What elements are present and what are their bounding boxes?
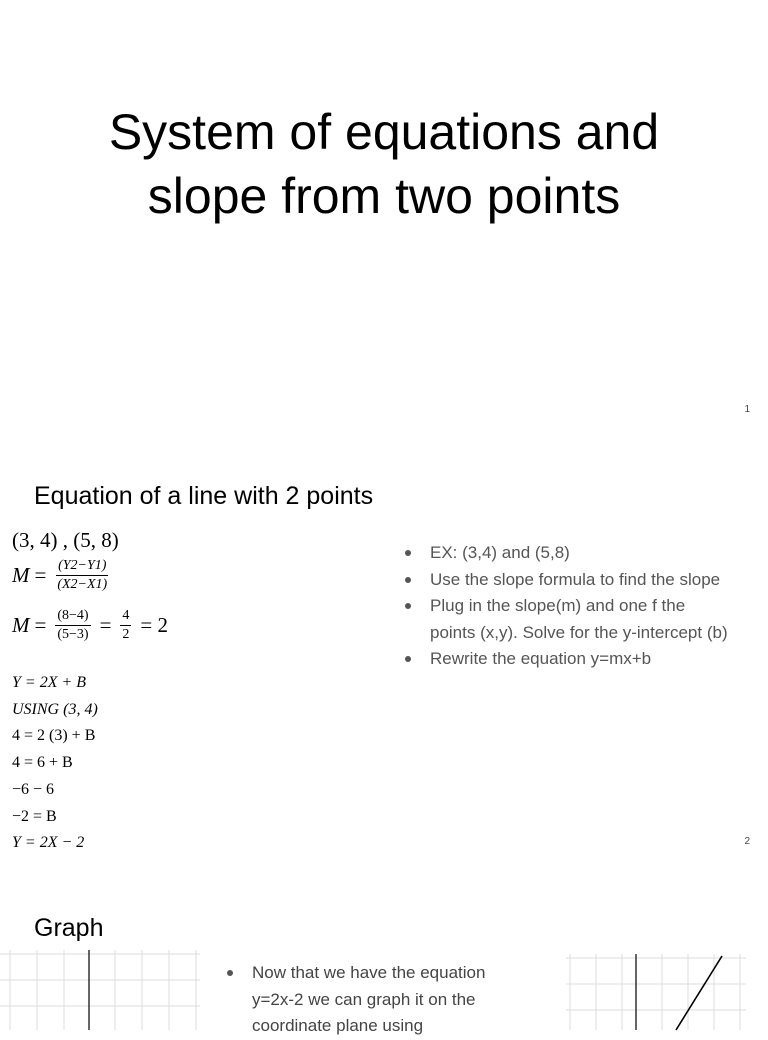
bullet-item: EX: (3,4) and (5,8) <box>402 540 732 567</box>
step-line: −6 − 6 <box>12 780 55 798</box>
step-line: −2 = B <box>12 807 57 825</box>
page-number: 1 <box>744 404 750 415</box>
step-line: Y = 2X + B <box>12 674 87 691</box>
fraction-numerator: 4 <box>120 608 131 626</box>
m-label: M <box>12 563 30 587</box>
slide-1 <box>0 0 768 432</box>
step-line: USING (3, 4) <box>12 700 98 718</box>
fraction-numerator: (Y2−Y1) <box>56 558 108 576</box>
graph-line <box>676 956 722 1030</box>
fraction-denominator: (X2−X1) <box>57 577 108 592</box>
bullet-item: Plug in the slope(m) and one f the points (x,y). Solve for the y-intercept (b) <box>402 593 732 646</box>
slide-title <box>0 100 768 228</box>
step-line: 4 = 6 + B <box>12 754 73 772</box>
slide-heading: Equation of a line with 2 points <box>34 482 374 510</box>
slope-calculation <box>12 608 173 643</box>
slope-formula <box>12 558 113 593</box>
title-line-2: slope from two points <box>147 168 621 224</box>
m-label: M <box>12 613 30 637</box>
step-line: Y = 2X − 2 <box>12 834 85 852</box>
bullet-list <box>224 960 524 1040</box>
formula-fraction <box>55 558 109 593</box>
bullet-item: Rewrite the equation y=mx+b <box>402 646 732 673</box>
slide-heading: Graph <box>34 914 104 942</box>
slope-result: = 2 <box>140 613 169 637</box>
slide-3 <box>0 864 768 1035</box>
bullet-list <box>402 540 732 673</box>
fraction-numerator: (8−4) <box>55 608 90 626</box>
page-number: 2 <box>744 836 750 847</box>
fraction-denominator: 2 <box>122 627 130 642</box>
simplified-fraction <box>120 608 131 643</box>
bullet-item: Now that we have the equation y=2x-2 we can graph it on the coordinate plane using <box>224 960 524 1040</box>
title-line-1: System of equations and <box>108 104 660 160</box>
coordinate-grid-left <box>0 950 200 1030</box>
step-line: 4 = 2 (3) + B <box>12 727 96 745</box>
fraction-denominator: (5−3) <box>57 627 89 642</box>
bullet-item: Use the slope formula to find the slope <box>402 567 732 594</box>
equals-sign: = <box>34 563 47 587</box>
coordinate-grid-right <box>566 954 746 1030</box>
equals-sign: = <box>34 613 47 637</box>
calc-fraction <box>55 608 90 643</box>
slide-2 <box>0 432 768 864</box>
math-points: (3, 4) , (5, 8) <box>12 528 119 552</box>
equals-sign: = <box>99 613 112 637</box>
solution-steps <box>12 670 98 857</box>
